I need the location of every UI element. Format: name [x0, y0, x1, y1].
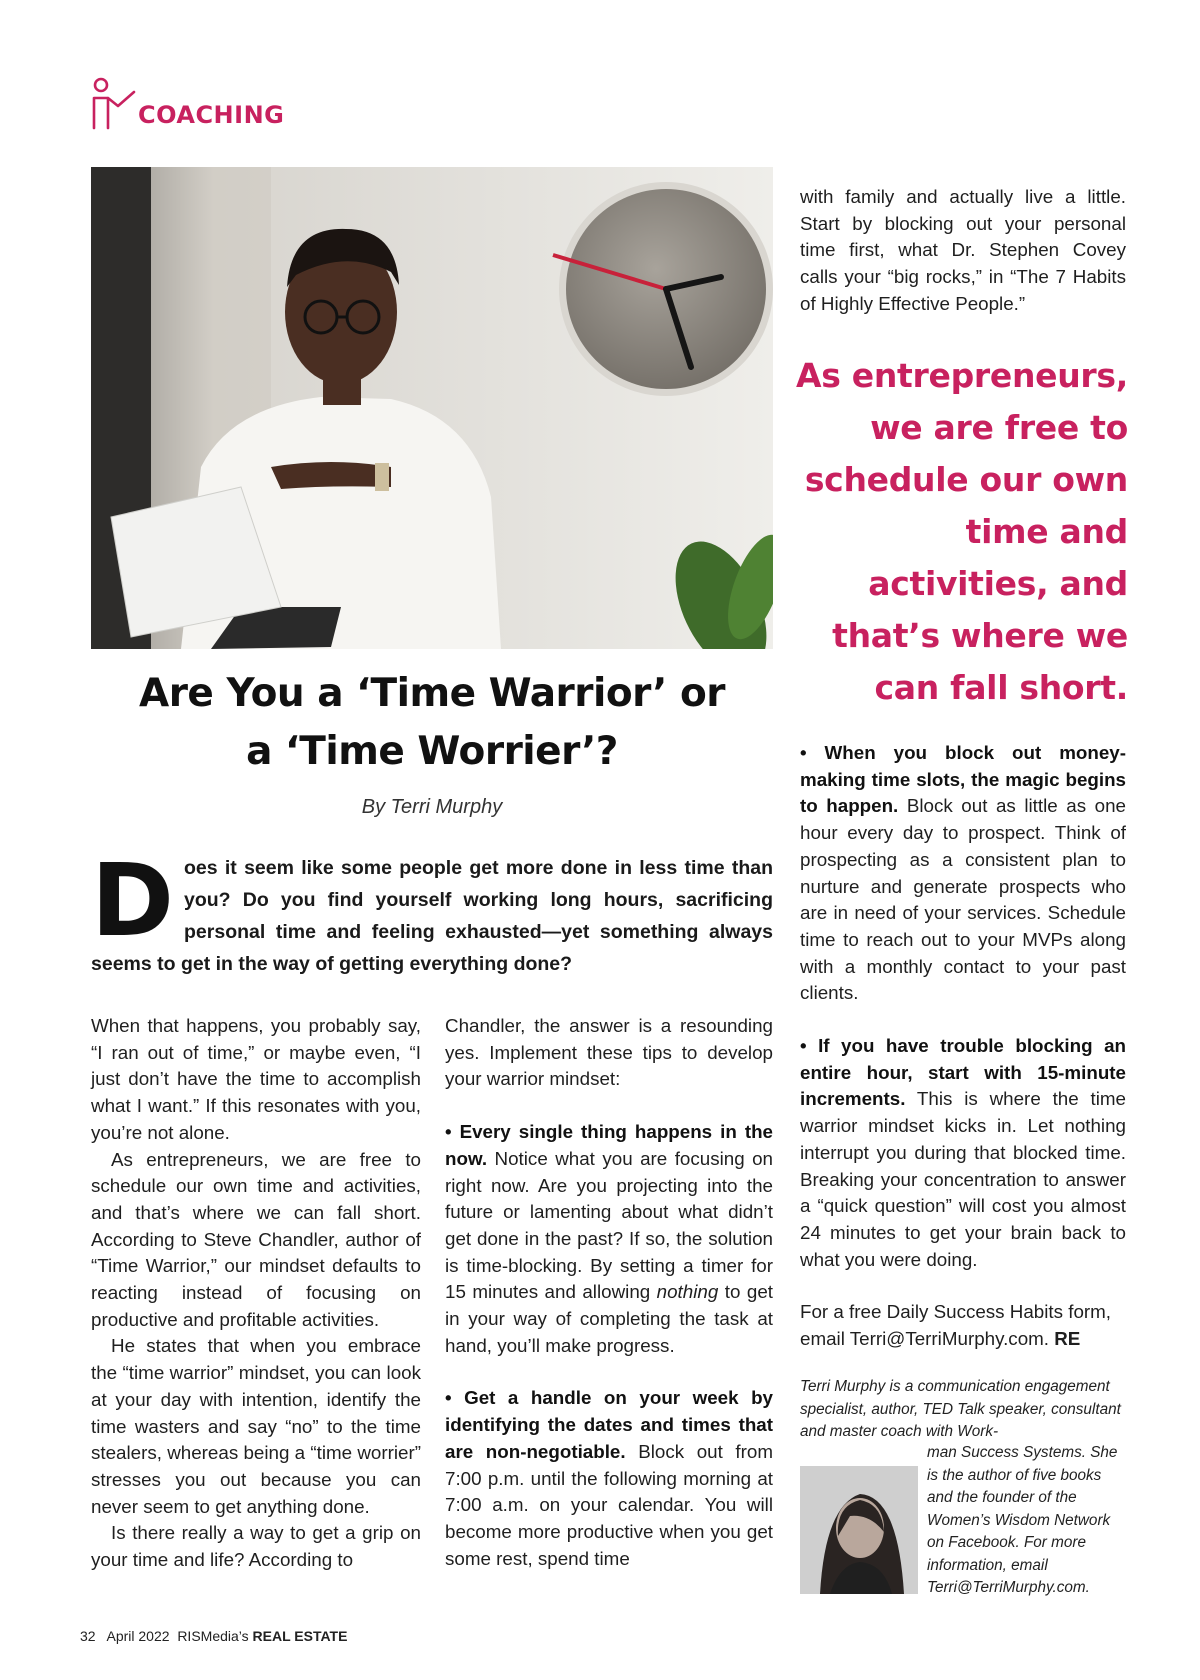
body-column-2 — [445, 1013, 773, 1572]
tip-week — [445, 1385, 773, 1572]
coach-pointing-icon — [88, 76, 136, 136]
body-column-3-continued — [800, 740, 1126, 1353]
tip-text: to get in your way of completing the task at hand, you’ll make progress. — [445, 1281, 773, 1356]
hero-photo — [91, 167, 773, 649]
intro-paragraph — [91, 842, 773, 980]
publication-name: REAL ESTATE — [252, 1628, 348, 1644]
tip-text: Block out as little as one hour every day to prospect. Think of prospecting as a consistent plan to nurture and generate prospects who are in need of your services. Schedule time to reach out to your MVPs along with a monthly contact to your past clients. — [800, 795, 1126, 1004]
page-number: 32 — [80, 1628, 96, 1644]
tip-now — [445, 1119, 773, 1359]
body-paragraph: Is there really a way to get a grip on your time and life? According to — [91, 1522, 421, 1571]
drop-cap: D — [91, 842, 175, 959]
tip-lead: • Every single thing happens in the now. — [445, 1121, 773, 1169]
byline: By Terri Murphy — [361, 796, 503, 818]
body-column-3 — [800, 184, 1126, 318]
body-column-1 — [91, 1013, 421, 1574]
closing-text: For a free Daily Success Habits form, email Terri@TerriMurphy.com. — [800, 1301, 1112, 1350]
tip-lead: • If you have trouble blocking an entire hour, start with 15-minute increments. — [800, 1035, 1126, 1110]
section-header — [88, 76, 284, 136]
tip-money — [800, 740, 1126, 1007]
tip-lead: • When you block out money-making time slots, the magic begins to happen. — [800, 742, 1126, 817]
body-paragraph: Chandler, the answer is a resounding yes. Implement these tips to develop your warrior mindset: — [445, 1015, 773, 1090]
publication-prefix: RISMedia’s — [177, 1628, 249, 1644]
issue-date: April 2022 — [106, 1628, 170, 1644]
intro-text: oes it seem like some people get more done in less time than you? Do you find yourself working long hours, sacrificing personal time and feeling exhausted—yet something always seems to get in the way of getting everything done? — [91, 857, 773, 975]
pull-quote: As entrepreneurs, we are free to schedule our own time and activities, and that’s where we can fall short. — [796, 356, 1128, 707]
page-folio — [80, 1628, 347, 1644]
body-paragraph: When that happens, you probably say, “I ran out of time,” or maybe even, “I just don’t have the time to accomplish what I want.” If this resonates with you, you’re not alone. — [91, 1015, 421, 1143]
end-mark: RE — [1054, 1328, 1081, 1350]
author-headshot — [800, 1466, 918, 1594]
title-line-2: a ‘Time Worrier’? — [246, 729, 618, 774]
tip-lead: • Get a handle on your week by identifying the dates and times that are non-negotiable. — [445, 1387, 773, 1462]
tip-emphasis: nothing — [656, 1281, 719, 1303]
title-line-1: Are You a ‘Time Warrior’ or — [139, 671, 725, 716]
tip-increments — [800, 1033, 1126, 1273]
body-paragraph: He states that when you embrace the “time warrior” mindset, you can look at your day with intention, identify the time wasters and say “no” to the time stealers, whereas being a “time worrier” stresses you out because you can never seem to get anything done. — [91, 1335, 421, 1517]
article-title — [91, 665, 773, 781]
tip-text: Notice what you are focusing on right now. Are you projecting into the future or lamenting about what didn’t get done in the past? If so, the solution is time-blocking. By setting a timer for 15 minutes and allowing — [445, 1147, 773, 1303]
closing-paragraph — [800, 1299, 1126, 1352]
tip-text: Block out from 7:00 p.m. until the following morning at 7:00 a.m. on your calendar. You will become more productive when you get some rest, spend time — [445, 1440, 773, 1569]
author-bio-right: man Success Systems. She is the author of five books and the founder of the Women’s Wisdom Network on Facebook. For more information, email Terri@TerriMurphy.com. — [927, 1444, 1118, 1596]
author-bio-top: Terri Murphy is a communication engagement specialist, author, TED Talk speaker, consultant and master coach with Work- — [800, 1378, 1121, 1440]
section-label: COACHING — [138, 101, 285, 129]
body-paragraph: As entrepreneurs, we are free to schedule our own time and activities, and that’s where we can fall short. According to Steve Chandler, author of “Time Warrior,” our mindset defaults to reacting instead of focusing on productive and profitable activities. — [91, 1148, 421, 1330]
tip-text: This is where the time warrior mindset kicks in. Let nothing interrupt you during that blocked time. Breaking your concentration to answer a “quick question” will cost you almost 24 minutes to get your brain back to what you were doing. — [800, 1088, 1126, 1270]
body-paragraph: with family and actually live a little. Start by blocking out your personal time first, what Dr. Stephen Covey calls your “big rocks,” in “The 7 Habits of Highly Effective People.” — [800, 186, 1126, 314]
